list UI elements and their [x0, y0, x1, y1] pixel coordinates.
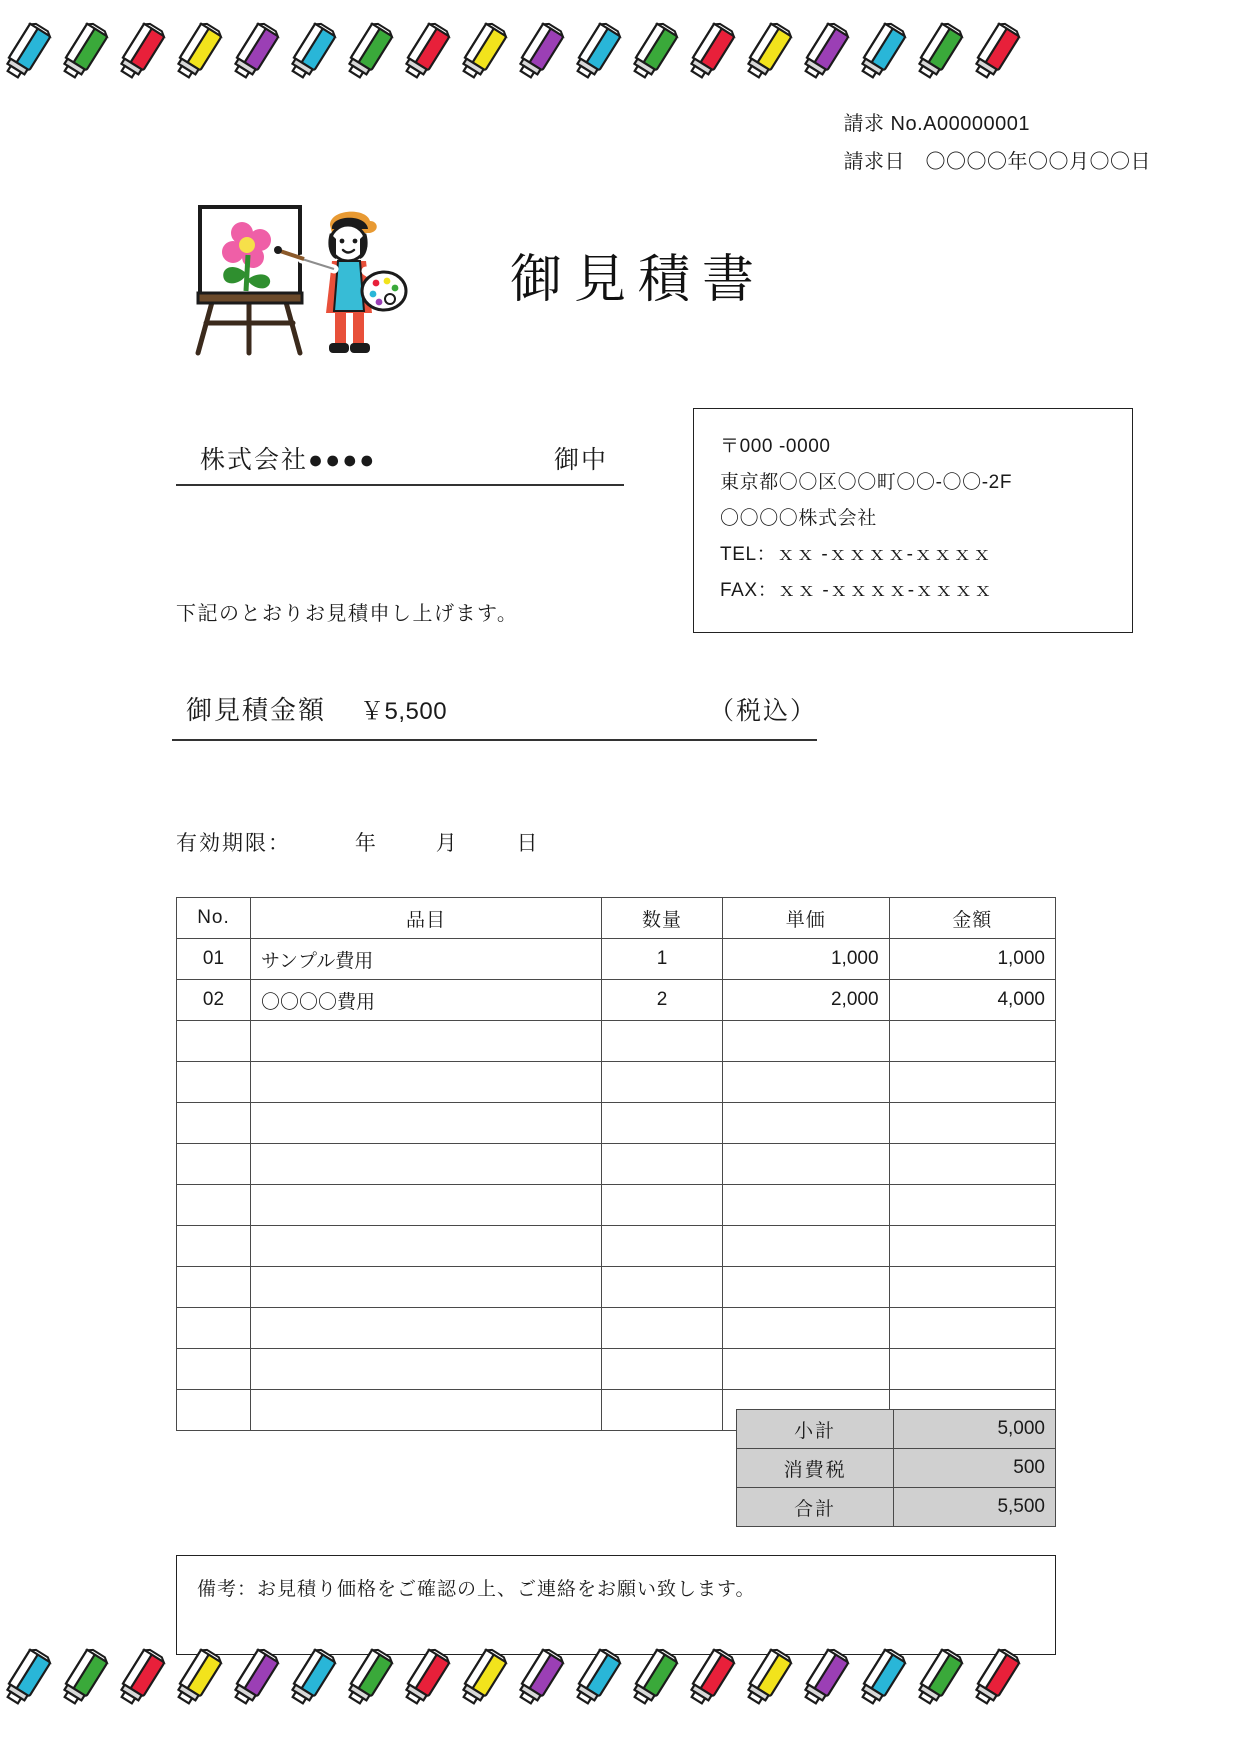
cell-item — [250, 1390, 601, 1431]
summary-label: 合計 — [737, 1488, 894, 1527]
lead-sentence: 下記のとおりお見積申し上げます。 — [176, 603, 519, 625]
title-block — [180, 195, 880, 375]
table-row — [177, 1349, 1056, 1390]
validity-label: 有効期限： — [176, 832, 291, 855]
column-header-price: 単価 — [723, 898, 889, 939]
paint-tube-icon — [855, 1648, 907, 1710]
validity-month: 月 — [435, 832, 459, 855]
cell-no — [177, 1144, 251, 1185]
column-header-no: No. — [177, 898, 251, 939]
estimate-amount-label: 御見積金額 — [186, 695, 327, 725]
paint-tube-icon — [0, 22, 52, 84]
paint-tube-icon — [969, 1648, 1021, 1710]
cell-qty — [601, 1185, 722, 1226]
paint-tube-icon — [285, 22, 337, 84]
cell-item: 〇〇〇〇費用 — [250, 980, 601, 1021]
summary-value: 5,500 — [894, 1488, 1056, 1527]
paint-tube-icon — [171, 22, 223, 84]
cell-amount: 1,000 — [889, 939, 1055, 980]
paint-tube-icon — [456, 1648, 508, 1710]
cell-price — [723, 1062, 889, 1103]
summary-row — [737, 1449, 1056, 1488]
summary-row — [737, 1488, 1056, 1527]
sender-company: 〇〇〇〇株式会社 — [720, 508, 877, 529]
cell-no — [177, 1390, 251, 1431]
cell-amount: 4,000 — [889, 980, 1055, 1021]
summary-label: 消費税 — [737, 1449, 894, 1488]
paint-tube-icon — [342, 1648, 394, 1710]
cell-price — [723, 1021, 889, 1062]
paint-tube-icon — [570, 22, 622, 84]
paint-tube-icon — [228, 22, 280, 84]
column-header-qty: 数量 — [601, 898, 722, 939]
summary-row — [737, 1410, 1056, 1449]
cell-amount — [889, 1226, 1055, 1267]
table-row — [177, 1144, 1056, 1185]
validity-row — [176, 827, 540, 857]
sender-fax: FAX：ｘｘ -ｘｘｘｘ-ｘｘｘｘ — [720, 580, 994, 601]
cell-amount — [889, 1308, 1055, 1349]
cell-price: 1,000 — [723, 939, 889, 980]
painter-with-easel-illustration — [180, 195, 420, 360]
paint-tube-icon — [399, 1648, 451, 1710]
cell-amount — [889, 1185, 1055, 1226]
customer-name: 株式会社●●●● — [200, 446, 377, 474]
paint-tube-icon — [741, 1648, 793, 1710]
cell-item — [250, 1226, 601, 1267]
cell-price: 2,000 — [723, 980, 889, 1021]
cell-amount — [889, 1349, 1055, 1390]
table-row — [177, 1062, 1056, 1103]
paint-tube-icon — [627, 1648, 679, 1710]
cell-no — [177, 1226, 251, 1267]
table-row — [177, 1185, 1056, 1226]
table-header-row — [177, 898, 1056, 939]
paint-tube-icon — [342, 22, 394, 84]
cell-price — [723, 1267, 889, 1308]
cell-no — [177, 1021, 251, 1062]
paint-tube-icon — [399, 22, 451, 84]
cell-item — [250, 1103, 601, 1144]
decorative-tube-row-bottom — [0, 1640, 1241, 1718]
estimate-amount-row — [172, 690, 817, 741]
paint-tube-icon — [171, 1648, 223, 1710]
decorative-tube-row-top — [0, 14, 1241, 92]
remarks-text: 備考：お見積り価格をご確認の上、ご連絡をお願い致します。 — [197, 1579, 756, 1600]
cell-no: 01 — [177, 939, 251, 980]
cell-no — [177, 1349, 251, 1390]
cell-price — [723, 1103, 889, 1144]
sender-tel: TEL：ｘｘ -ｘｘｘｘ-ｘｘｘｘ — [720, 544, 992, 565]
cell-amount — [889, 1144, 1055, 1185]
cell-no — [177, 1308, 251, 1349]
table-row — [177, 980, 1056, 1021]
cell-item — [250, 1021, 601, 1062]
cell-item — [250, 1144, 601, 1185]
cell-qty — [601, 1390, 722, 1431]
paint-tube-icon — [57, 22, 109, 84]
paint-tube-icon — [798, 22, 850, 84]
cell-amount — [889, 1021, 1055, 1062]
cell-qty — [601, 1062, 722, 1103]
cell-qty — [601, 1021, 722, 1062]
cell-no: 02 — [177, 980, 251, 1021]
customer-line — [176, 440, 624, 486]
paint-tube-icon — [855, 22, 907, 84]
cell-no — [177, 1062, 251, 1103]
table-row — [177, 1226, 1056, 1267]
sender-info-box — [693, 408, 1133, 633]
paint-tube-icon — [912, 22, 964, 84]
sender-postal: 〒000 -0000 — [720, 436, 831, 457]
cell-amount — [889, 1062, 1055, 1103]
invoice-number: 請求 No.A00000001 — [843, 113, 1031, 135]
sender-address: 東京都〇〇区〇〇町〇〇-〇〇-2F — [720, 472, 1013, 493]
paint-tube-icon — [228, 1648, 280, 1710]
paint-tube-icon — [513, 22, 565, 84]
paint-tube-icon — [513, 1648, 565, 1710]
cell-qty — [601, 1226, 722, 1267]
paint-tube-icon — [741, 22, 793, 84]
summary-value: 5,000 — [894, 1410, 1056, 1449]
paint-tube-icon — [912, 1648, 964, 1710]
cell-no — [177, 1185, 251, 1226]
paint-tube-icon — [285, 1648, 337, 1710]
cell-qty — [601, 1103, 722, 1144]
invoice-date: 請求日 〇〇〇〇年〇〇月〇〇日 — [843, 151, 1151, 173]
table-row — [177, 1103, 1056, 1144]
cell-no — [177, 1103, 251, 1144]
cell-qty: 2 — [601, 980, 722, 1021]
cell-amount — [889, 1103, 1055, 1144]
customer-honorific: 御中 — [553, 446, 608, 474]
cell-qty — [601, 1349, 722, 1390]
paint-tube-icon — [114, 1648, 166, 1710]
items-table — [176, 897, 1056, 1431]
cell-item — [250, 1349, 601, 1390]
cell-amount — [889, 1267, 1055, 1308]
table-row — [177, 1267, 1056, 1308]
cell-price — [723, 1144, 889, 1185]
document-meta — [844, 105, 1152, 181]
cell-item: サンプル費用 — [250, 939, 601, 980]
paint-tube-icon — [0, 1648, 52, 1710]
table-row — [177, 939, 1056, 980]
cell-no — [177, 1267, 251, 1308]
paint-tube-icon — [798, 1648, 850, 1710]
cell-item — [250, 1267, 601, 1308]
paint-tube-icon — [570, 1648, 622, 1710]
cell-item — [250, 1308, 601, 1349]
cell-price — [723, 1226, 889, 1267]
column-header-amount: 金額 — [889, 898, 1055, 939]
validity-day: 日 — [516, 832, 540, 855]
paint-tube-icon — [456, 22, 508, 84]
paint-tube-icon — [684, 1648, 736, 1710]
summary-value: 500 — [894, 1449, 1056, 1488]
paint-tube-icon — [57, 1648, 109, 1710]
cell-item — [250, 1062, 601, 1103]
table-row — [177, 1021, 1056, 1062]
cell-qty: 1 — [601, 939, 722, 980]
summary-label: 小計 — [737, 1410, 894, 1449]
column-header-item: 品目 — [250, 898, 601, 939]
estimate-amount-value: ￥5,500 — [360, 698, 448, 725]
cell-price — [723, 1349, 889, 1390]
page-title: 御見積書 — [510, 250, 767, 310]
cell-qty — [601, 1308, 722, 1349]
cell-price — [723, 1185, 889, 1226]
summary-table — [736, 1409, 1056, 1527]
cell-price — [723, 1308, 889, 1349]
cell-item — [250, 1185, 601, 1226]
validity-year: 年 — [354, 832, 378, 855]
paint-tube-icon — [969, 22, 1021, 84]
paint-tube-icon — [114, 22, 166, 84]
paint-tube-icon — [627, 22, 679, 84]
cell-qty — [601, 1144, 722, 1185]
paint-tube-icon — [684, 22, 736, 84]
estimate-amount-tax-note: （税込） — [708, 697, 817, 725]
cell-qty — [601, 1267, 722, 1308]
table-row — [177, 1308, 1056, 1349]
